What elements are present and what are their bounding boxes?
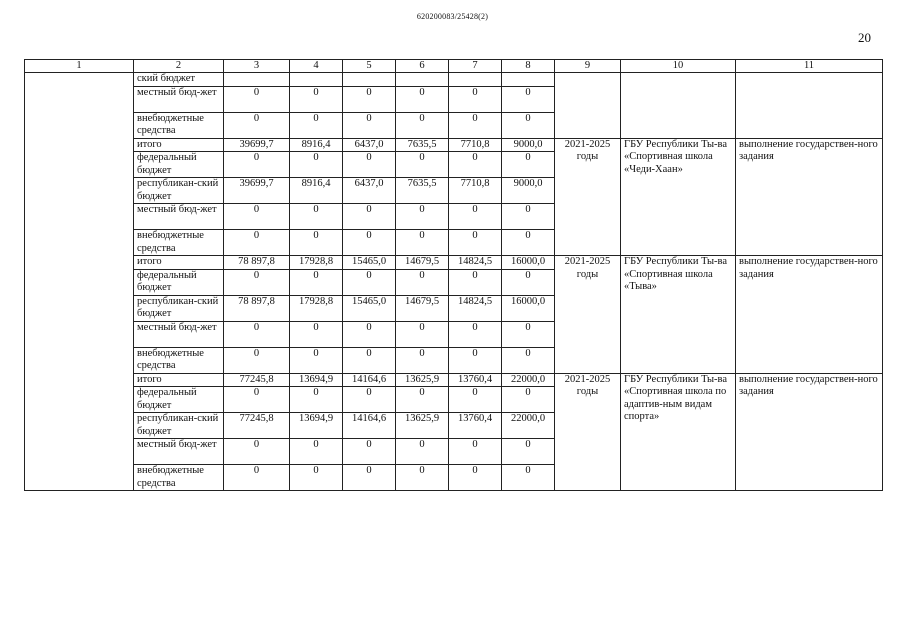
amount-cell: 0 <box>290 321 343 347</box>
amount-cell: 0 <box>502 465 555 491</box>
amount-cell: 0 <box>396 465 449 491</box>
column-header: 1 <box>25 60 134 73</box>
amount-cell: 39699,7 <box>224 138 290 152</box>
amount-cell: 13694,9 <box>290 413 343 439</box>
result-cell: выполнение государствен-ного задания <box>736 256 883 374</box>
amount-cell: 14164,6 <box>343 373 396 387</box>
amount-cell: 77245,8 <box>224 413 290 439</box>
amount-cell: 14824,5 <box>449 295 502 321</box>
amount-cell: 13625,9 <box>396 413 449 439</box>
page-number: 20 <box>858 30 871 45</box>
amount-cell: 14679,5 <box>396 256 449 270</box>
amount-cell: 14824,5 <box>449 256 502 270</box>
amount-cell: 8916,4 <box>290 178 343 204</box>
funding-source-label: ский бюджет <box>134 73 224 87</box>
amount-cell: 0 <box>449 321 502 347</box>
amount-cell: 39699,7 <box>224 178 290 204</box>
amount-cell: 0 <box>343 439 396 465</box>
funding-source-label: внебюджетные средства <box>134 112 224 138</box>
amount-cell: 0 <box>224 387 290 413</box>
amount-cell: 0 <box>449 230 502 256</box>
funding-source-label: итого <box>134 256 224 270</box>
amount-cell: 7710,8 <box>449 178 502 204</box>
amount-cell: 17928,8 <box>290 256 343 270</box>
funding-source-label: местный бюд-жет <box>134 86 224 112</box>
amount-cell: 0 <box>396 112 449 138</box>
amount-cell: 0 <box>396 230 449 256</box>
column-1-cell <box>25 73 134 491</box>
amount-cell <box>343 73 396 87</box>
executor-cell <box>621 73 736 139</box>
amount-cell: 16000,0 <box>502 295 555 321</box>
amount-cell: 0 <box>290 269 343 295</box>
funding-source-label: республикан-ский бюджет <box>134 295 224 321</box>
amount-cell: 0 <box>449 86 502 112</box>
amount-cell: 0 <box>502 439 555 465</box>
amount-cell: 0 <box>449 387 502 413</box>
result-cell: выполнение государствен-ного задания <box>736 373 883 491</box>
funding-source-label: федеральный бюджет <box>134 269 224 295</box>
amount-cell: 22000,0 <box>502 373 555 387</box>
result-cell: выполнение государствен-ного задания <box>736 138 883 256</box>
table-row <box>25 373 883 387</box>
funding-source-label: республикан-ский бюджет <box>134 413 224 439</box>
funding-source-label: внебюджетные средства <box>134 347 224 373</box>
document-id: 620200083/25428(2) <box>416 12 489 21</box>
funding-source-label: итого <box>134 138 224 152</box>
amount-cell: 0 <box>224 269 290 295</box>
amount-cell: 0 <box>343 347 396 373</box>
amount-cell: 6437,0 <box>343 138 396 152</box>
amount-cell <box>290 73 343 87</box>
amount-cell: 0 <box>290 387 343 413</box>
amount-cell: 9000,0 <box>502 138 555 152</box>
amount-cell: 22000,0 <box>502 413 555 439</box>
amount-cell: 0 <box>224 112 290 138</box>
amount-cell: 0 <box>502 112 555 138</box>
amount-cell: 0 <box>224 321 290 347</box>
period-cell <box>555 73 621 139</box>
funding-source-label: федеральный бюджет <box>134 387 224 413</box>
amount-cell: 17928,8 <box>290 295 343 321</box>
amount-cell: 0 <box>343 86 396 112</box>
amount-cell: 7635,5 <box>396 178 449 204</box>
column-number-row <box>25 60 883 73</box>
amount-cell: 0 <box>449 204 502 230</box>
column-header: 11 <box>736 60 883 73</box>
amount-cell: 13694,9 <box>290 373 343 387</box>
amount-cell: 0 <box>343 387 396 413</box>
amount-cell: 0 <box>396 269 449 295</box>
column-header: 5 <box>343 60 396 73</box>
funding-source-label: республикан-ский бюджет <box>134 178 224 204</box>
amount-cell: 0 <box>396 204 449 230</box>
amount-cell: 0 <box>396 439 449 465</box>
amount-cell: 0 <box>290 112 343 138</box>
amount-cell: 0 <box>343 152 396 178</box>
amount-cell: 0 <box>449 152 502 178</box>
amount-cell: 15465,0 <box>343 256 396 270</box>
amount-cell: 0 <box>343 230 396 256</box>
result-cell <box>736 73 883 139</box>
amount-cell: 0 <box>290 465 343 491</box>
funding-source-label: местный бюд-жет <box>134 204 224 230</box>
amount-cell: 13760,4 <box>449 413 502 439</box>
amount-cell: 0 <box>290 347 343 373</box>
amount-cell: 0 <box>343 112 396 138</box>
amount-cell: 7635,5 <box>396 138 449 152</box>
amount-cell: 0 <box>449 112 502 138</box>
amount-cell: 0 <box>290 439 343 465</box>
amount-cell: 0 <box>502 86 555 112</box>
amount-cell: 0 <box>290 152 343 178</box>
amount-cell: 7710,8 <box>449 138 502 152</box>
executor-cell: ГБУ Республики Ты-ва «Спортивная школа по адаптив-ным видам спорта» <box>621 373 736 491</box>
amount-cell: 0 <box>343 465 396 491</box>
amount-cell: 0 <box>449 439 502 465</box>
column-header: 4 <box>290 60 343 73</box>
amount-cell <box>396 73 449 87</box>
column-header: 6 <box>396 60 449 73</box>
amount-cell: 0 <box>224 347 290 373</box>
period-cell: 2021-2025 годы <box>555 373 621 491</box>
amount-cell: 0 <box>224 86 290 112</box>
amount-cell: 0 <box>343 204 396 230</box>
column-header: 8 <box>502 60 555 73</box>
period-cell: 2021-2025 годы <box>555 256 621 374</box>
amount-cell: 0 <box>502 230 555 256</box>
amount-cell: 0 <box>396 387 449 413</box>
amount-cell: 0 <box>449 347 502 373</box>
amount-cell: 77245,8 <box>224 373 290 387</box>
amount-cell: 0 <box>224 439 290 465</box>
funding-source-label: внебюджетные средства <box>134 465 224 491</box>
amount-cell <box>502 73 555 87</box>
funding-source-label: внебюджетные средства <box>134 230 224 256</box>
amount-cell: 9000,0 <box>502 178 555 204</box>
amount-cell: 16000,0 <box>502 256 555 270</box>
amount-cell: 0 <box>449 269 502 295</box>
amount-cell: 0 <box>502 204 555 230</box>
amount-cell: 0 <box>396 152 449 178</box>
funding-source-label: местный бюд-жет <box>134 321 224 347</box>
amount-cell <box>224 73 290 87</box>
amount-cell: 0 <box>224 152 290 178</box>
amount-cell: 13625,9 <box>396 373 449 387</box>
column-header: 7 <box>449 60 502 73</box>
table-row <box>25 256 883 270</box>
amount-cell: 0 <box>502 269 555 295</box>
amount-cell: 0 <box>502 321 555 347</box>
budget-table <box>24 59 883 491</box>
amount-cell: 0 <box>290 86 343 112</box>
amount-cell: 0 <box>224 204 290 230</box>
amount-cell: 0 <box>224 230 290 256</box>
amount-cell: 0 <box>502 387 555 413</box>
amount-cell: 78 897,8 <box>224 295 290 321</box>
executor-cell: ГБУ Республики Ты-ва «Спортивная школа «Чеди-Хаан» <box>621 138 736 256</box>
funding-source-label: местный бюд-жет <box>134 439 224 465</box>
column-header: 9 <box>555 60 621 73</box>
funding-source-label: федеральный бюджет <box>134 152 224 178</box>
period-cell: 2021-2025 годы <box>555 138 621 256</box>
column-header: 10 <box>621 60 736 73</box>
amount-cell: 13760,4 <box>449 373 502 387</box>
amount-cell: 14164,6 <box>343 413 396 439</box>
amount-cell: 0 <box>449 465 502 491</box>
amount-cell: 0 <box>502 347 555 373</box>
table-row <box>25 73 883 87</box>
amount-cell <box>449 73 502 87</box>
amount-cell: 0 <box>396 347 449 373</box>
table-row <box>25 138 883 152</box>
amount-cell: 8916,4 <box>290 138 343 152</box>
amount-cell: 15465,0 <box>343 295 396 321</box>
executor-cell: ГБУ Республики Ты-ва «Спортивная школа «Тыва» <box>621 256 736 374</box>
amount-cell: 0 <box>396 321 449 347</box>
column-header: 2 <box>134 60 224 73</box>
amount-cell: 0 <box>290 230 343 256</box>
amount-cell: 0 <box>290 204 343 230</box>
amount-cell: 0 <box>396 86 449 112</box>
amount-cell: 6437,0 <box>343 178 396 204</box>
amount-cell: 14679,5 <box>396 295 449 321</box>
amount-cell: 78 897,8 <box>224 256 290 270</box>
amount-cell: 0 <box>343 321 396 347</box>
funding-source-label: итого <box>134 373 224 387</box>
amount-cell: 0 <box>224 465 290 491</box>
table-body <box>25 60 883 491</box>
amount-cell: 0 <box>502 152 555 178</box>
column-header: 3 <box>224 60 290 73</box>
amount-cell: 0 <box>343 269 396 295</box>
